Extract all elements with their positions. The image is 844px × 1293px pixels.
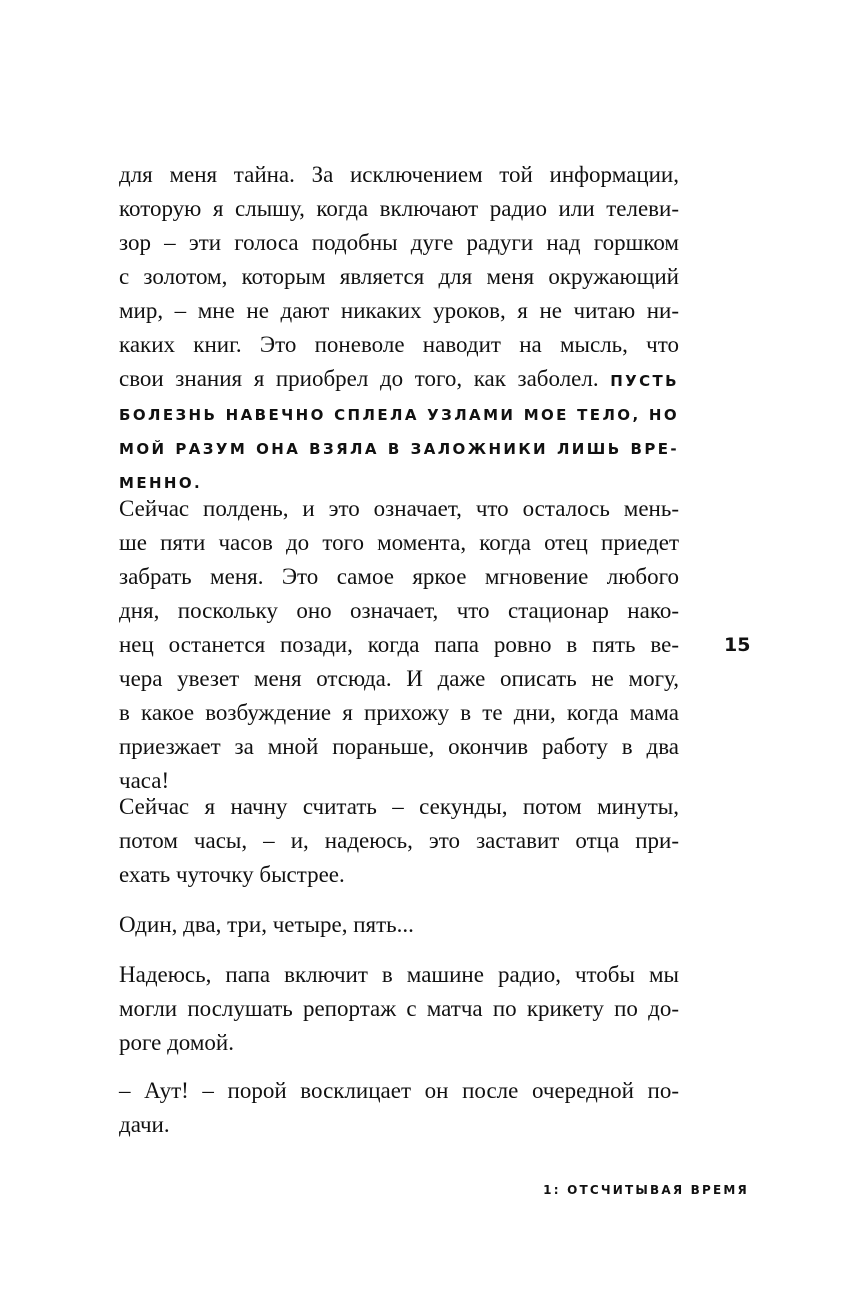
- text-line: часа!: [119, 768, 170, 793]
- text-line: – Аут! – порой восклицает он после очередной по-: [119, 1078, 679, 1103]
- paragraph-6: [119, 1074, 679, 1142]
- text-line: ше пяти часов до того момента, когда отец приедет: [119, 530, 679, 555]
- emphasis-caps-line: МЕННО.: [119, 474, 203, 492]
- text-line: мир, – мне не дают никаких уроков, я не читаю ни-: [119, 298, 679, 323]
- emphasis-caps-line: МОЙ РАЗУМ ОНА ВЗЯЛА В ЗАЛОЖНИКИ ЛИШЬ ВРЕ-: [119, 440, 679, 458]
- paragraph-3: [119, 790, 679, 892]
- text-line: дачи.: [119, 1112, 170, 1137]
- page-number: 15: [724, 634, 751, 656]
- text-line: Сейчас полдень, и это означает, что осталось мень-: [119, 496, 679, 521]
- text-line: потом часы, – и, надеюсь, это заставит отца при-: [119, 828, 679, 853]
- text-line-mixed: [119, 362, 679, 398]
- text-line: которую я слышу, когда включают радио или телеви-: [119, 196, 679, 221]
- text-line: дня, поскольку оно означает, что стационар нако-: [119, 598, 679, 623]
- paragraph-1: [119, 158, 679, 500]
- paragraph-2: [119, 492, 679, 798]
- text-line: нец останется позади, когда папа ровно в пять ве-: [119, 632, 679, 657]
- text-line: приезжает за мной пораньше, окончив работу в два: [119, 734, 679, 759]
- text-line: с золотом, которым является для меня окружающий: [119, 264, 679, 289]
- text-line: в какое возбуждение я прихожу в те дни, когда мама: [119, 700, 679, 725]
- paragraph-5: [119, 958, 679, 1060]
- text-line: могли послушать репортаж с матча по крикету по до-: [119, 996, 679, 1021]
- text-segment: свои знания я приобрел до того, как заболел.: [119, 366, 599, 391]
- text-line: Один, два, три, четыре, пять...: [119, 912, 414, 937]
- text-line: каких книг. Это поневоле наводит на мысль, что: [119, 332, 679, 357]
- text-line: роге домой.: [119, 1030, 234, 1055]
- text-line: забрать меня. Это самое яркое мгновение любого: [119, 564, 679, 589]
- text-line: зор – эти голоса подобны дуге радуги над горшком: [119, 230, 679, 255]
- text-line: для меня тайна. За исключением той информации,: [119, 162, 679, 187]
- text-line: Сейчас я начну считать – секунды, потом минуты,: [119, 794, 679, 819]
- paragraph-4: [119, 908, 679, 942]
- text-line: Надеюсь, папа включит в машине радио, чтобы мы: [119, 962, 679, 987]
- running-footer: 1: ОТСЧИТЫВАЯ ВРЕМЯ: [543, 1183, 749, 1197]
- emphasis-caps-line: БОЛЕЗНЬ НАВЕЧНО СПЛЕЛА УЗЛАМИ МОЕ ТЕЛО, НО: [119, 406, 679, 424]
- text-line: чера увезет меня отсюда. И даже описать не могу,: [119, 666, 679, 691]
- text-line: ехать чуточку быстрее.: [119, 862, 345, 887]
- emphasis-caps: ПУСТЬ: [610, 372, 679, 390]
